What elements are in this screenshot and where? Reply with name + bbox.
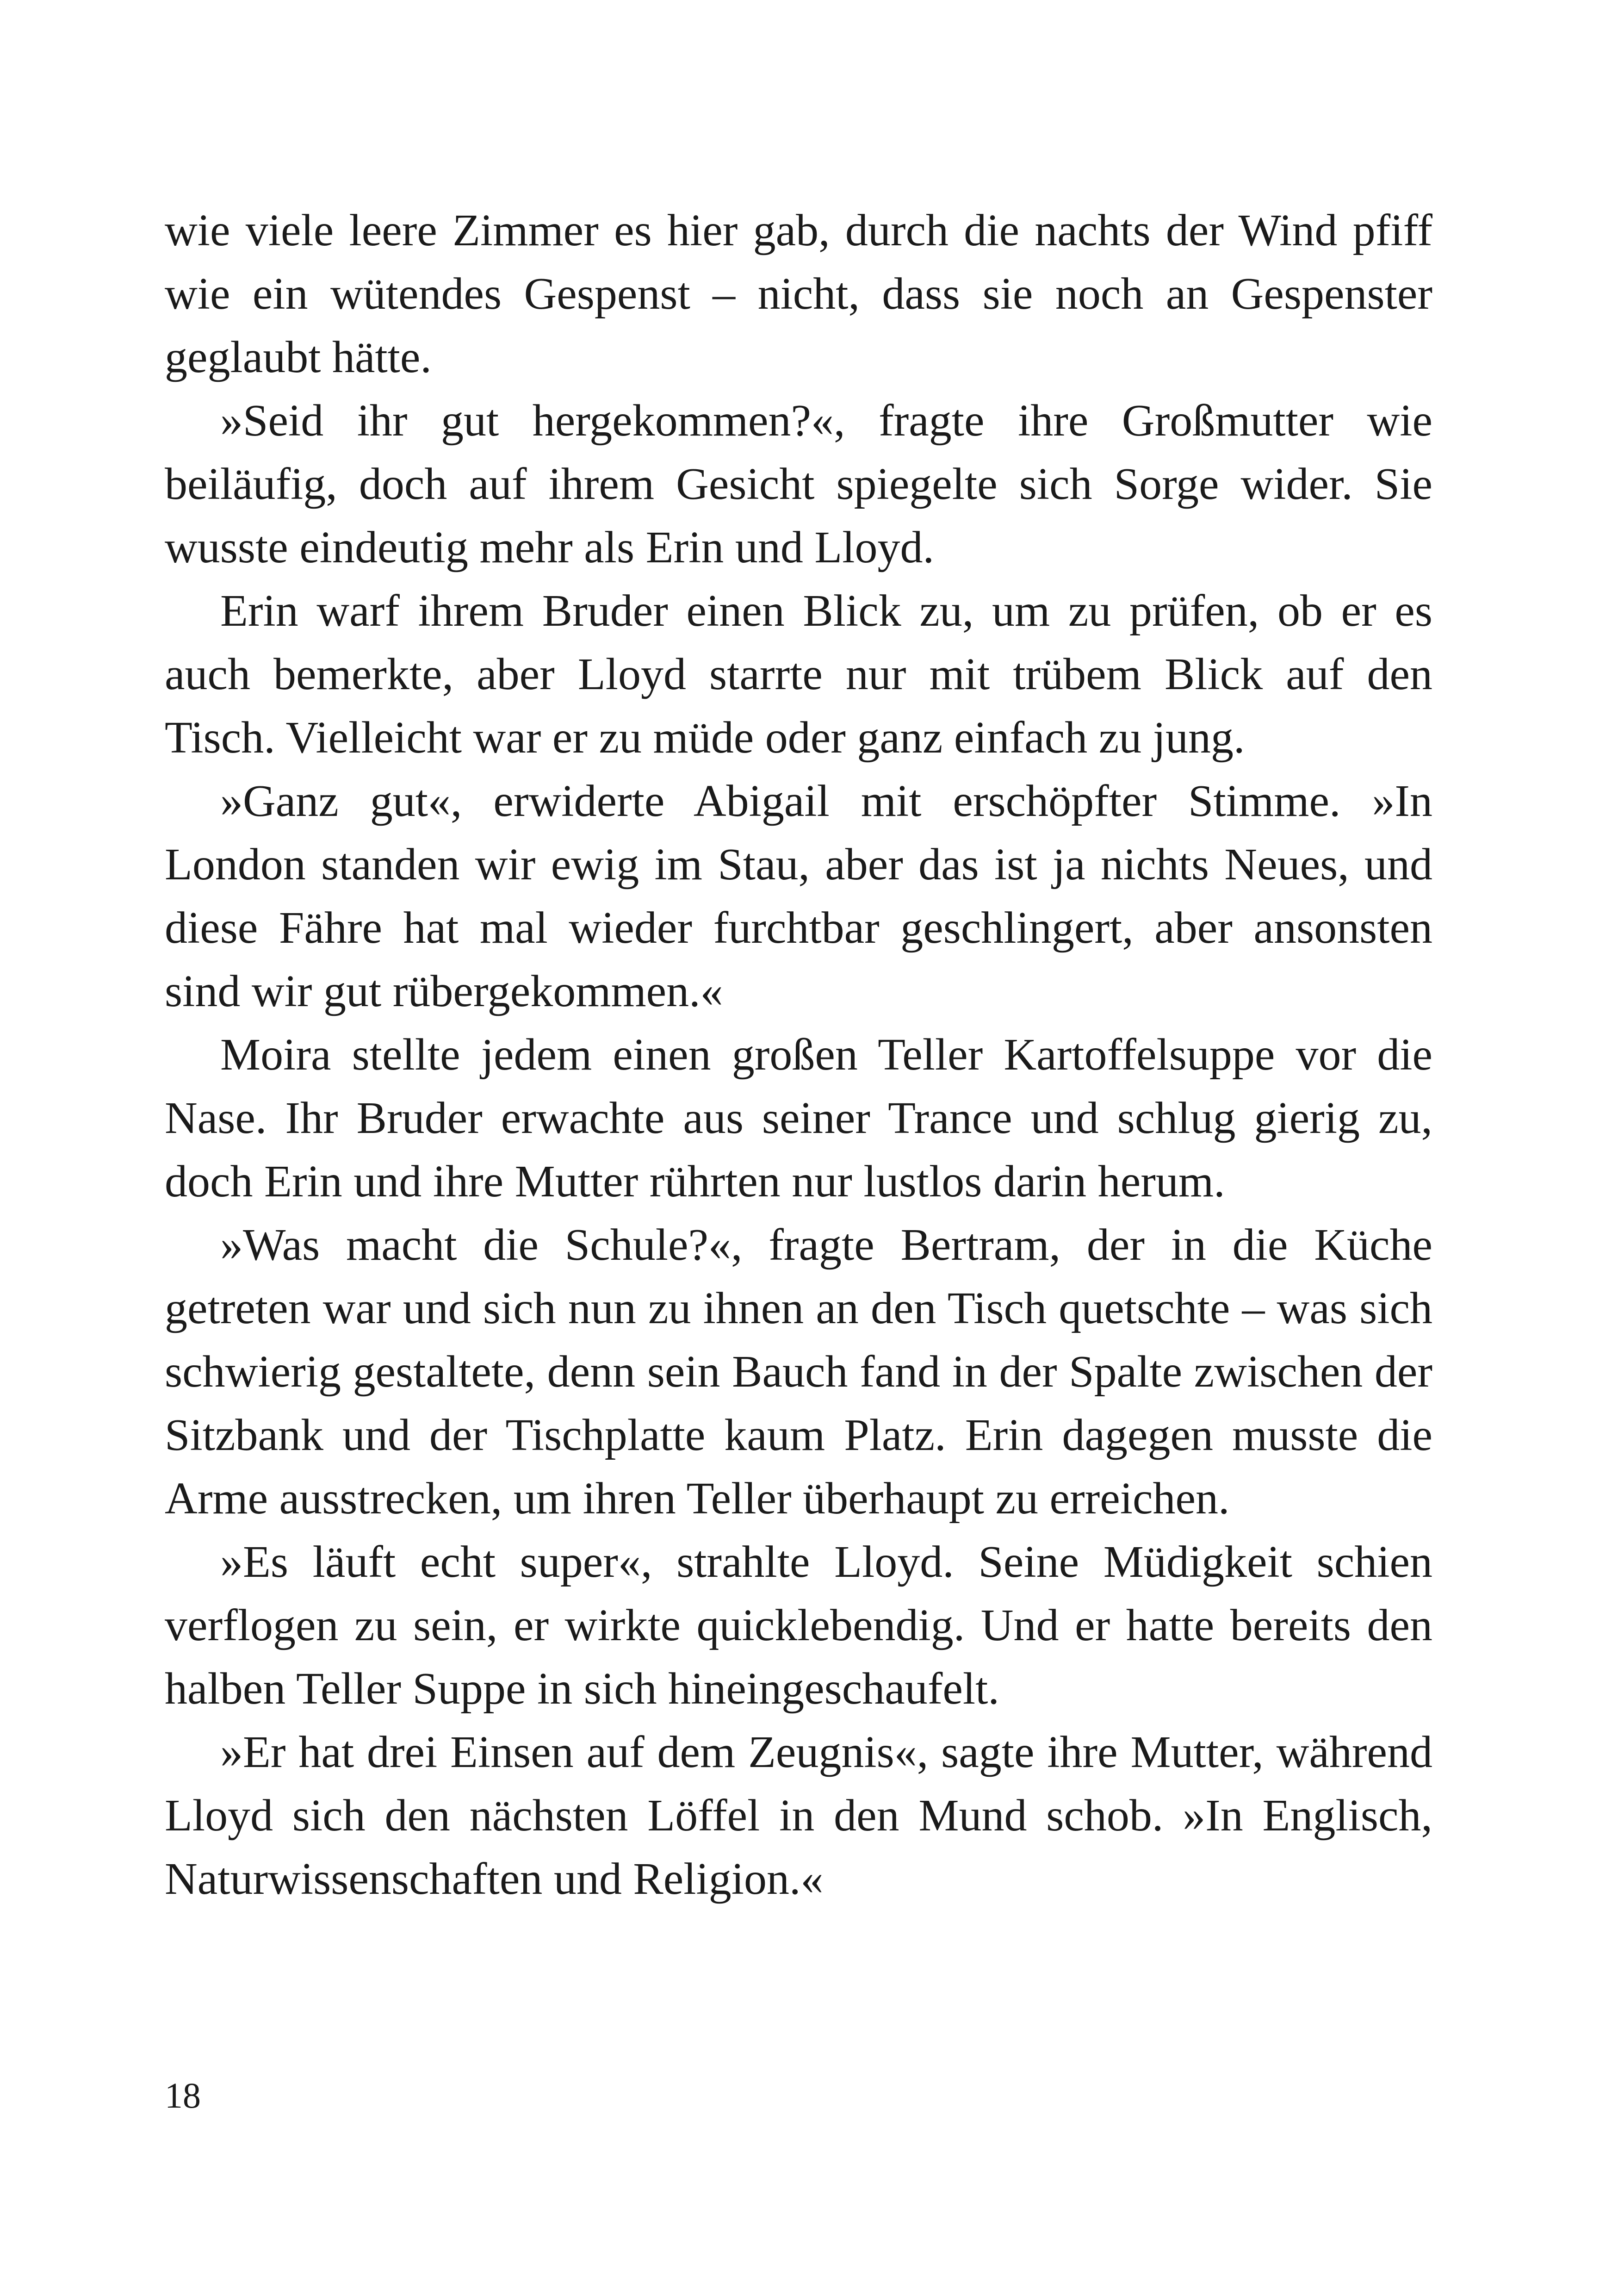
paragraph: »Er hat drei Einsen auf dem Zeugnis«, sagte ihre Mutter, während Lloyd sich den nächsten Löffel in den Mund schob. »In Englisch, Naturwissenschaften und Religion.« [165, 1727, 1432, 1904]
paragraph: »Es läuft echt super«, strahlte Lloyd. Seine Müdigkeit schien verflogen zu sein, er wirkte quicklebendig. Und er hatte bereits den halben Teller Suppe in sich hineingeschaufelt. [165, 1537, 1432, 1714]
paragraph: Erin warf ihrem Bruder einen Blick zu, um zu prüfen, ob er es auch bemerkte, aber Lloyd starrte nur mit trübem Blick auf den Tisch. Vielleicht war er zu müde oder ganz einfach zu jung. [165, 586, 1432, 763]
paragraph: »Seid ihr gut hergekommen?«, fragte ihre Großmutter wie beiläufig, doch auf ihrem Gesicht spiegelte sich Sorge wider. Sie wusste eindeutig mehr als Erin und Lloyd. [165, 396, 1432, 572]
body-text [165, 199, 1432, 1911]
paragraph: »Ganz gut«, erwiderte Abigail mit erschöpfter Stimme. »In London standen wir ewig im Stau, aber das ist ja nichts Neues, und diese Fähre hat mal wieder furchtbar geschlingert, aber ansonsten sind wir gut rübergekommen.« [165, 776, 1432, 1016]
paragraph: wie viele leere Zimmer es hier gab, durch die nachts der Wind pfiff wie ein wütendes Gespenst – nicht, dass sie noch an Gespenster geglaubt hätte. [165, 205, 1432, 382]
paragraph: Moira stellte jedem einen großen Teller Kartoffelsuppe vor die Nase. Ihr Bruder erwachte aus seiner Trance und schlug gierig zu, doch Erin und ihre Mutter rührten nur lustlos darin herum. [165, 1030, 1432, 1207]
paragraph: »Was macht die Schule?«, fragte Bertram, der in die Küche getreten war und sich nun zu ihnen an den Tisch quetschte – was sich schwierig gestaltete, denn sein Bauch fand in der Spalte zwischen der Sitzbank und der Tischplatte kaum Platz. Erin dagegen musste die Arme ausstrecken, um ihren Teller überhaupt zu erreichen. [165, 1220, 1432, 1524]
page-number: 18 [165, 2075, 201, 2116]
